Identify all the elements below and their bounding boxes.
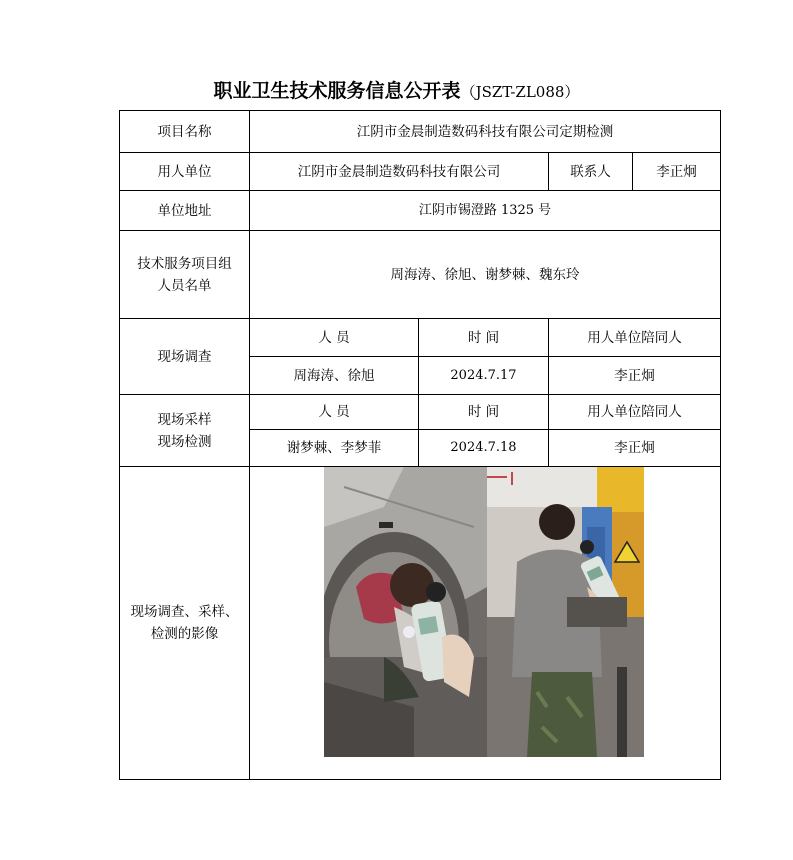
photo-survey-graphic [324, 467, 487, 757]
title-code: （JSZT-ZL088） [460, 83, 580, 101]
title-text: 职业卫生技术服务信息公开表 [213, 80, 461, 102]
contact-value: 李正炯 [633, 153, 721, 191]
survey-header-time: 时 间 [419, 319, 549, 357]
photo-sampling-graphic [487, 467, 644, 757]
row-survey-header [120, 319, 721, 357]
employer-label: 用人单位 [120, 153, 250, 191]
site-photo-survey [324, 467, 487, 757]
sampling-time: 2024.7.18 [419, 430, 549, 467]
team-label [120, 231, 250, 319]
row-images [120, 467, 721, 780]
survey-header-person: 人 员 [250, 319, 419, 357]
address-value: 江阴市锡澄路 1325 号 [250, 191, 721, 231]
images-label [120, 467, 250, 780]
team-label-line2: 人员名单 [157, 277, 212, 294]
address-label: 单位地址 [120, 191, 250, 231]
survey-time: 2024.7.17 [419, 357, 549, 395]
row-employer [120, 153, 721, 191]
sampling-label-line2: 现场检测 [157, 433, 212, 450]
project-name-value: 江阴市金晨制造数码科技有限公司定期检测 [250, 111, 721, 153]
project-name-label: 项目名称 [120, 111, 250, 153]
team-value: 周海涛、徐旭、谢梦棘、魏东玲 [250, 231, 721, 319]
row-project-name [120, 111, 721, 153]
page-title [0, 76, 793, 103]
images-cell [250, 467, 721, 780]
sampling-header-escort: 用人单位陪同人 [549, 395, 721, 430]
info-table [119, 110, 721, 780]
sampling-escort: 李正炯 [549, 430, 721, 467]
site-photo-sampling [487, 467, 644, 757]
images-label-line2: 检测的影像 [150, 626, 219, 642]
survey-label: 现场调查 [120, 319, 250, 395]
row-team [120, 231, 721, 319]
sampling-header-person: 人 员 [250, 395, 419, 430]
survey-escort: 李正炯 [549, 357, 721, 395]
sampling-person: 谢梦棘、李梦菲 [250, 430, 419, 467]
survey-header-escort: 用人单位陪同人 [549, 319, 721, 357]
photo-group [324, 467, 644, 757]
sampling-header-time: 时 间 [419, 395, 549, 430]
contact-label: 联系人 [549, 153, 633, 191]
images-label-line1: 现场调查、采样、 [130, 604, 239, 620]
sampling-label [120, 395, 250, 467]
row-sampling-header [120, 395, 721, 430]
employer-value: 江阴市金晨制造数码科技有限公司 [250, 153, 549, 191]
sampling-label-line1: 现场采样 [157, 411, 212, 428]
team-label-line1: 技术服务项目组 [137, 255, 232, 272]
row-address [120, 191, 721, 231]
survey-person: 周海涛、徐旭 [250, 357, 419, 395]
